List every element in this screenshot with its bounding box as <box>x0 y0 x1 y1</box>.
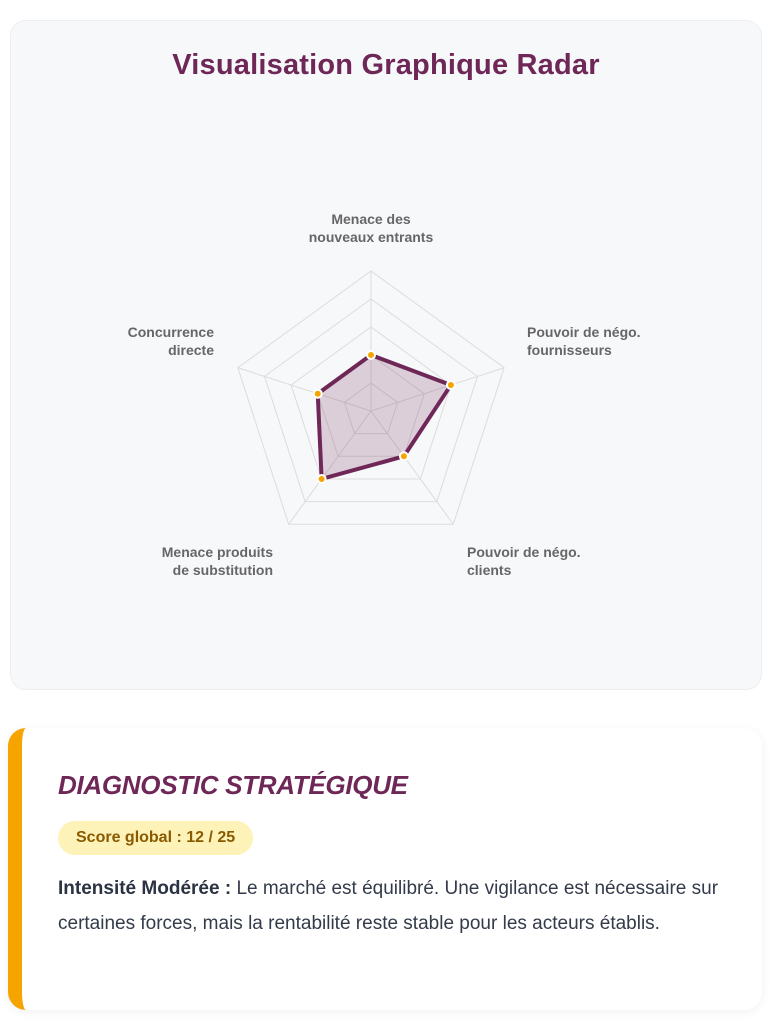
data-point-4 <box>318 475 326 483</box>
data-point-2 <box>447 381 455 389</box>
data-point-5 <box>314 390 322 398</box>
axis-label-line: directe <box>168 342 214 358</box>
axis-label-line: nouveaux entrants <box>308 229 434 245</box>
axis-label-4 <box>162 544 273 578</box>
diagnostic-card <box>8 728 762 1010</box>
series-area <box>318 355 451 479</box>
axis-label-line: Menace produits <box>161 544 273 560</box>
radar-card <box>10 20 762 690</box>
intensity-label: Intensité Modérée : <box>58 878 232 899</box>
diagnostic-description: Le marché est équilibré. Une vigilance est nécessaire sur certaines forces, mais la rentabilité reste stable pour les acteurs établis. <box>58 878 719 934</box>
data-point-3 <box>400 452 408 460</box>
axis-label-line: Pouvoir de négo. <box>467 544 581 560</box>
axis-label-line: clients <box>467 562 512 578</box>
axis-label-line: fournisseurs <box>527 342 612 358</box>
axis-label-line: Concurrence <box>127 324 214 340</box>
radar-title: Visualisation Graphique Radar <box>172 49 600 81</box>
axis-label-3 <box>467 544 581 578</box>
axis-label-2 <box>527 324 641 358</box>
score-badge: Score global : 12 / 25 <box>58 821 253 855</box>
radar-chart <box>11 21 763 691</box>
axis-label-line: Menace des <box>331 211 411 227</box>
axis-label-line: de substitution <box>172 562 273 578</box>
axis-label-line: Pouvoir de négo. <box>527 324 641 340</box>
axis-label-5 <box>128 324 215 358</box>
axis-label-1 <box>309 211 434 245</box>
data-point-1 <box>367 351 375 359</box>
diagnostic-title: DIAGNOSTIC STRATÉGIQUE <box>58 770 408 800</box>
diagnostic-text <box>58 871 738 941</box>
